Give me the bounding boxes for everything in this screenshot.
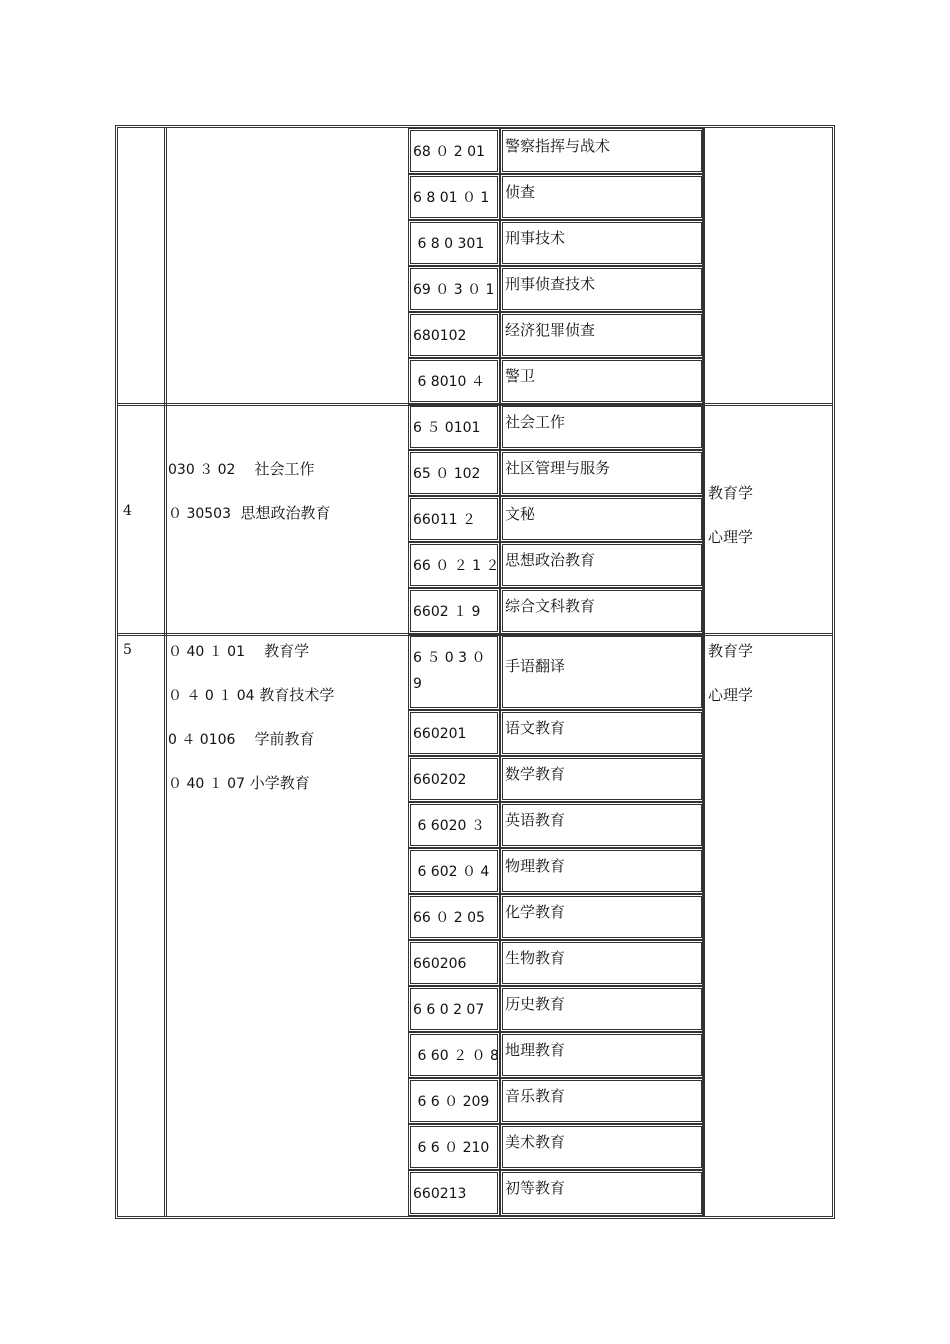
major-name: 化学教育 bbox=[505, 903, 566, 921]
code-cell bbox=[408, 220, 500, 266]
undergrad-major bbox=[168, 728, 315, 749]
code-cell bbox=[408, 1032, 500, 1078]
name-cell bbox=[500, 986, 704, 1032]
major-name: 英语教育 bbox=[505, 811, 566, 829]
undergrad-major-code: ０ 40 １ 07 bbox=[168, 776, 245, 792]
code-cell bbox=[408, 1170, 500, 1216]
code-cell bbox=[408, 358, 500, 404]
code-cell bbox=[408, 1078, 500, 1124]
major-name: 社区管理与服务 bbox=[505, 459, 611, 477]
major-code: 66 ０ 2 05 bbox=[413, 910, 485, 926]
undergrad-major-name: 教育学 bbox=[264, 642, 310, 660]
major-code: 6602 １ 9 bbox=[413, 604, 481, 620]
major-code: 6 602 ０ 4 bbox=[413, 864, 490, 880]
major-name: 社会工作 bbox=[505, 413, 566, 431]
name-cell bbox=[500, 940, 704, 986]
major-code: 6 6 ０ 210 bbox=[413, 1140, 490, 1156]
sequence-number: 5 bbox=[123, 642, 132, 658]
major-code: 68 ０ 2 01 bbox=[413, 144, 485, 160]
undergrad-major-code: 0 ４ 0106 bbox=[168, 732, 236, 748]
major-name: 思想政治教育 bbox=[505, 551, 596, 569]
major-name: 警卫 bbox=[505, 367, 536, 385]
name-cell bbox=[500, 312, 704, 358]
major-code: 6 6 ０ 209 bbox=[413, 1094, 490, 1110]
name-cell bbox=[500, 756, 704, 802]
major-name: 文秘 bbox=[505, 505, 536, 523]
undergrad-major bbox=[168, 640, 309, 661]
major-code: 680102 bbox=[413, 328, 467, 344]
major-name: 物理教育 bbox=[505, 857, 566, 875]
name-cell bbox=[500, 358, 704, 404]
major-name: 初等教育 bbox=[505, 1179, 566, 1197]
major-name: 数学教育 bbox=[505, 765, 566, 783]
code-cell bbox=[408, 450, 500, 496]
exam-subject: 教育学 bbox=[708, 484, 754, 502]
major-code: 660206 bbox=[413, 956, 467, 972]
name-cell bbox=[500, 710, 704, 756]
code-cell bbox=[408, 710, 500, 756]
name-cell bbox=[500, 1032, 704, 1078]
code-cell bbox=[408, 634, 500, 710]
name-cell bbox=[500, 802, 704, 848]
major-code: 6 ５ 0101 bbox=[413, 420, 481, 436]
major-name: 刑事侦查技术 bbox=[505, 275, 596, 293]
undergrad-major bbox=[168, 772, 310, 793]
code-cell bbox=[408, 986, 500, 1032]
name-cell bbox=[500, 848, 704, 894]
exam-subject: 心理学 bbox=[708, 528, 754, 546]
major-name: 美术教育 bbox=[505, 1133, 566, 1151]
code-cell bbox=[408, 542, 500, 588]
code-cell bbox=[408, 128, 500, 174]
undergrad-major bbox=[168, 684, 334, 705]
code-cell bbox=[408, 894, 500, 940]
name-cell bbox=[500, 404, 704, 450]
code-cell bbox=[408, 588, 500, 634]
code-cell bbox=[408, 174, 500, 220]
major-name: 综合文科教育 bbox=[505, 597, 596, 615]
exam-subject: 教育学 bbox=[708, 642, 754, 660]
major-name: 生物教育 bbox=[505, 949, 566, 967]
name-cell bbox=[500, 450, 704, 496]
name-cell bbox=[500, 1078, 704, 1124]
code-cell bbox=[408, 940, 500, 986]
undergrad-major-name: 社会工作 bbox=[254, 460, 315, 478]
column-divider bbox=[164, 128, 167, 1216]
undergrad-major-name: 思想政治教育 bbox=[240, 504, 331, 522]
major-name: 警察指挥与战术 bbox=[505, 137, 611, 155]
sequence-number: 4 bbox=[123, 503, 132, 519]
name-cell bbox=[500, 542, 704, 588]
exam-subject: 心理学 bbox=[708, 686, 754, 704]
undergrad-major-code: ０ ４ 0 １ 04 bbox=[168, 688, 255, 704]
major-code: 66 ０ ２ 1 ２ bbox=[413, 558, 500, 574]
major-code: 69 ０ 3 ０ 1 bbox=[413, 282, 495, 298]
name-cell bbox=[500, 1124, 704, 1170]
code-cell bbox=[408, 848, 500, 894]
major-name: 刑事技术 bbox=[505, 229, 566, 247]
major-code: 6 ５ 0 3 ０ 9 bbox=[413, 650, 486, 692]
undergrad-major-name: 学前教育 bbox=[254, 730, 315, 748]
major-code: 6 6020 ３ bbox=[413, 818, 485, 834]
major-name: 手语翻译 bbox=[505, 657, 566, 675]
name-cell bbox=[500, 634, 704, 710]
code-cell bbox=[408, 404, 500, 450]
name-cell bbox=[500, 894, 704, 940]
undergrad-major-code: 030 ３ 02 bbox=[168, 462, 236, 478]
major-code: 6 8010 ４ bbox=[413, 374, 485, 390]
code-cell bbox=[408, 802, 500, 848]
code-cell bbox=[408, 1124, 500, 1170]
name-cell bbox=[500, 128, 704, 174]
major-name: 经济犯罪侦查 bbox=[505, 321, 596, 339]
name-cell bbox=[500, 174, 704, 220]
major-code: 660201 bbox=[413, 726, 467, 742]
major-code: 6 8 01 ０ 1 bbox=[413, 190, 490, 206]
undergrad-major bbox=[168, 502, 331, 523]
undergrad-major-name: 小学教育 bbox=[249, 774, 310, 792]
code-cell bbox=[408, 496, 500, 542]
name-cell bbox=[500, 266, 704, 312]
undergrad-major-code: ０ 40 １ 01 bbox=[168, 644, 245, 660]
major-code: 66011 ２ bbox=[413, 512, 476, 528]
major-code: 6 8 0 301 bbox=[413, 236, 485, 252]
code-cell bbox=[408, 266, 500, 312]
code-cell bbox=[408, 756, 500, 802]
major-name: 历史教育 bbox=[505, 995, 566, 1013]
major-code: 660213 bbox=[413, 1186, 467, 1202]
major-code: 6 6 0 2 07 bbox=[413, 1002, 485, 1018]
name-cell bbox=[500, 1170, 704, 1216]
undergrad-major-code: ０ 30503 bbox=[168, 506, 231, 522]
major-code: 6 60 ２ ０ 8 bbox=[413, 1048, 499, 1064]
major-name: 语文教育 bbox=[505, 719, 566, 737]
major-code: 660202 bbox=[413, 772, 467, 788]
course-table bbox=[115, 125, 835, 1219]
name-cell bbox=[500, 496, 704, 542]
name-cell bbox=[500, 588, 704, 634]
code-cell bbox=[408, 312, 500, 358]
major-code: 65 ０ 102 bbox=[413, 466, 481, 482]
name-cell bbox=[500, 220, 704, 266]
undergrad-major bbox=[168, 458, 315, 479]
major-name: 地理教育 bbox=[505, 1041, 566, 1059]
major-name: 音乐教育 bbox=[505, 1087, 566, 1105]
major-name: 侦查 bbox=[505, 183, 536, 201]
undergrad-major-name: 教育技术学 bbox=[259, 686, 335, 704]
